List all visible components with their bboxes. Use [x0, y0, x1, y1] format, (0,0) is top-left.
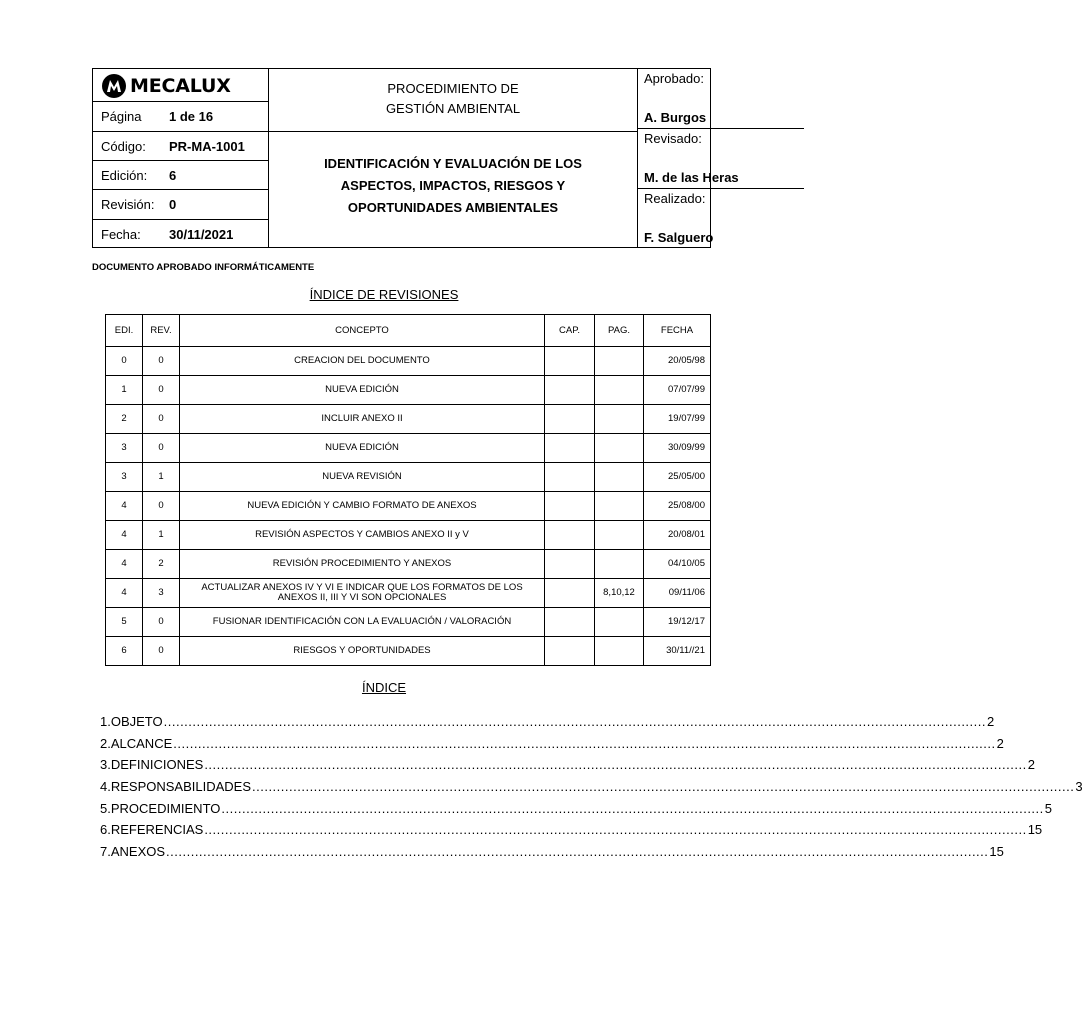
- field-row-date: [93, 220, 268, 248]
- cell-date: 09/11/06: [644, 579, 711, 608]
- index-item-text: RESPONSABILIDADES: [110, 779, 251, 795]
- cell-revision: 0: [143, 434, 180, 463]
- cell-date: 30/11//21: [644, 637, 711, 666]
- cell-page: [595, 376, 644, 405]
- index-item-text: REFERENCIAS: [110, 822, 204, 838]
- cell-date: 25/08/00: [644, 492, 711, 521]
- table-row: [106, 405, 711, 434]
- revisions-table: [105, 314, 711, 666]
- table-row: [106, 550, 711, 579]
- cell-page: [595, 434, 644, 463]
- column-header-date: FECHA: [644, 315, 711, 347]
- procedure-line-1: PROCEDIMIENTO DE: [387, 81, 519, 96]
- cell-chapter: [545, 521, 595, 550]
- index-item-page: 2: [1027, 757, 1035, 773]
- index-item-number: 5.: [100, 800, 111, 816]
- cell-revision: 2: [143, 550, 180, 579]
- cell-concept: RIESGOS Y OPORTUNIDADES: [180, 637, 545, 666]
- table-row: [106, 608, 711, 637]
- cell-chapter: [545, 434, 595, 463]
- cell-chapter: [545, 376, 595, 405]
- table-row: [106, 492, 711, 521]
- cell-chapter: [545, 347, 595, 376]
- field-label: Página: [101, 109, 142, 124]
- document-title-line: OPORTUNIDADES AMBIENTALES: [347, 200, 559, 215]
- cell-page: [595, 463, 644, 492]
- index-item-leader: ........................................................................................................................................................................................................: [252, 779, 1075, 795]
- cell-concept: NUEVA EDICIÓN Y CAMBIO FORMATO DE ANEXOS: [180, 492, 545, 521]
- revisions-index-title: ÍNDICE DE REVISIONES: [309, 287, 459, 302]
- cell-revision: 1: [143, 521, 180, 550]
- approval-person: M. de las Heras: [644, 170, 739, 185]
- index-item-page: 5: [1044, 800, 1053, 816]
- index-title: ÍNDICE: [361, 680, 407, 695]
- cell-revision: 0: [143, 608, 180, 637]
- index-item-leader: ........................................................................................................................................................................................................: [204, 757, 1027, 773]
- document-title: [269, 132, 637, 248]
- document-title-line: ASPECTOS, IMPACTOS, RIESGOS Y: [340, 178, 566, 193]
- index-item-page: 2: [987, 714, 995, 730]
- approval-person: A. Burgos: [644, 110, 707, 125]
- table-row: [106, 347, 711, 376]
- cell-page: [595, 405, 644, 434]
- index-item-page: 3: [1075, 779, 1083, 795]
- index-item-text: DEFINICIONES: [110, 757, 204, 773]
- field-row-code: [93, 132, 268, 161]
- index-item-number: 2.: [100, 735, 111, 751]
- cell-date: 20/05/98: [644, 347, 711, 376]
- index-item-leader: ........................................................................................................................................................................................................: [173, 735, 996, 751]
- cell-edition: 4: [106, 579, 143, 608]
- cell-chapter: [545, 608, 595, 637]
- index-item-text: ALCANCE: [110, 735, 173, 751]
- procedure-name: [269, 69, 637, 132]
- field-label: Edición:: [101, 168, 148, 183]
- field-row-edition: [93, 161, 268, 190]
- cell-revision: 0: [143, 347, 180, 376]
- cell-edition: 1: [106, 376, 143, 405]
- cell-concept: NUEVA EDICIÓN: [180, 376, 545, 405]
- cell-page: [595, 492, 644, 521]
- approval-made: [638, 189, 804, 248]
- cell-edition: 3: [106, 434, 143, 463]
- cell-date: 19/07/99: [644, 405, 711, 434]
- cell-concept: FUSIONAR IDENTIFICACIÓN CON LA EVALUACIÓN / VALORACIÓN: [180, 608, 545, 637]
- column-header-page: PAG.: [595, 315, 644, 347]
- cell-edition: 2: [106, 405, 143, 434]
- approval-approved: [638, 69, 804, 129]
- cell-revision: 0: [143, 405, 180, 434]
- approval-reviewed: [638, 129, 804, 189]
- field-value: 0: [169, 197, 177, 212]
- cell-page: 8,10,12: [595, 579, 644, 608]
- index-item-number: 6.: [100, 822, 111, 838]
- header-approvals-column: [638, 69, 739, 247]
- index-item-leader: ........................................................................................................................................................................................................: [221, 800, 1044, 816]
- cell-concept: INCLUIR ANEXO II: [180, 405, 545, 434]
- company-logo: [101, 73, 231, 99]
- index-item-number: 1.: [100, 714, 111, 730]
- field-value: PR-MA-1001: [169, 139, 245, 154]
- index-item[interactable]: [100, 754, 1035, 776]
- approval-role: Aprobado:: [644, 71, 704, 86]
- table-row: [106, 463, 711, 492]
- cell-concept: REVISIÓN ASPECTOS Y CAMBIOS ANEXO II y V: [180, 521, 545, 550]
- approval-role: Revisado:: [644, 131, 702, 146]
- index-item-leader: ........................................................................................................................................................................................................: [204, 822, 1027, 838]
- cell-concept: REVISIÓN PROCEDIMIENTO Y ANEXOS: [180, 550, 545, 579]
- table-row: [106, 434, 711, 463]
- table-row: [106, 376, 711, 405]
- field-label: Revisión:: [101, 197, 155, 212]
- column-header-concept: CONCEPTO: [180, 315, 545, 347]
- field-row-page: [93, 102, 268, 132]
- cell-revision: 1: [143, 463, 180, 492]
- cell-date: 20/08/01: [644, 521, 711, 550]
- revisions-table-body: [106, 347, 711, 666]
- index-item[interactable]: [100, 733, 1004, 755]
- column-header-revision: REV.: [143, 315, 180, 347]
- cell-page: [595, 347, 644, 376]
- index-item-text: ANEXOS: [110, 843, 166, 859]
- table-of-contents: [100, 711, 1083, 862]
- cell-revision: 0: [143, 492, 180, 521]
- cell-edition: 6: [106, 637, 143, 666]
- cell-chapter: [545, 405, 595, 434]
- table-row: [106, 637, 711, 666]
- document-header: [92, 68, 739, 248]
- cell-edition: 0: [106, 347, 143, 376]
- cell-concept: NUEVA EDICIÓN: [180, 434, 545, 463]
- cell-date: 19/12/17: [644, 608, 711, 637]
- index-item-page: 15: [989, 843, 1004, 859]
- field-value: 6: [169, 168, 177, 183]
- cell-revision: 0: [143, 637, 180, 666]
- logo-text: MECALUX: [130, 75, 231, 97]
- index-item-number: 7.: [100, 843, 111, 859]
- cell-revision: 3: [143, 579, 180, 608]
- index-item-leader: ........................................................................................................................................................................................................: [166, 843, 989, 859]
- index-item-leader: ........................................................................................................................................................................................................: [163, 714, 986, 730]
- column-header-edition: EDI.: [106, 315, 143, 347]
- table-row: [106, 521, 711, 550]
- index-item-number: 4.: [100, 779, 111, 795]
- cell-chapter: [545, 550, 595, 579]
- cell-date: 07/07/99: [644, 376, 711, 405]
- cell-edition: 4: [106, 521, 143, 550]
- field-label: Código:: [101, 139, 146, 154]
- field-value: 1 de 16: [169, 109, 214, 124]
- index-item[interactable]: [100, 797, 1053, 819]
- approval-role: Realizado:: [644, 191, 706, 206]
- cell-edition: 3: [106, 463, 143, 492]
- field-value: 30/11/2021: [169, 227, 234, 242]
- cell-edition: 4: [106, 492, 143, 521]
- cell-page: [595, 637, 644, 666]
- document-approved-note: DOCUMENTO APROBADO INFORMÁTICAMENTE: [92, 262, 315, 273]
- logo-row: [93, 69, 268, 102]
- header-title-column: [269, 69, 638, 247]
- approval-person: F. Salguero: [644, 230, 714, 245]
- cell-concept: NUEVA REVISIÓN: [180, 463, 545, 492]
- cell-concept: CREACION DEL DOCUMENTO: [180, 347, 545, 376]
- index-item[interactable]: [100, 841, 1004, 863]
- cell-chapter: [545, 492, 595, 521]
- index-item-page: 15: [1027, 822, 1043, 838]
- cell-date: 30/09/99: [644, 434, 711, 463]
- mecalux-logo-icon: [101, 73, 127, 99]
- index-item[interactable]: [100, 776, 1083, 798]
- cell-date: 25/05/00: [644, 463, 711, 492]
- cell-chapter: [545, 579, 595, 608]
- field-row-revision: [93, 190, 268, 220]
- cell-revision: 0: [143, 376, 180, 405]
- document-title-line: IDENTIFICACIÓN Y EVALUACIÓN DE LOS: [324, 156, 582, 171]
- index-item-text: OBJETO: [110, 714, 163, 730]
- header-info-column: [93, 69, 269, 247]
- procedure-line-2: GESTIÓN AMBIENTAL: [385, 101, 521, 116]
- cell-edition: 4: [106, 550, 143, 579]
- cell-chapter: [545, 637, 595, 666]
- index-item-number: 3.: [100, 757, 111, 773]
- field-label: Fecha:: [101, 227, 141, 242]
- index-item[interactable]: [100, 711, 995, 733]
- cell-page: [595, 550, 644, 579]
- cell-concept: ACTUALIZAR ANEXOS IV Y VI E INDICAR QUE LOS FORMATOS DE LOS ANEXOS II, III Y VI SON OPCIONALES: [180, 579, 545, 608]
- table-header-row: [106, 315, 711, 347]
- index-item-page: 2: [996, 735, 1004, 751]
- cell-page: [595, 608, 644, 637]
- cell-edition: 5: [106, 608, 143, 637]
- cell-page: [595, 521, 644, 550]
- cell-date: 04/10/05: [644, 550, 711, 579]
- cell-chapter: [545, 463, 595, 492]
- index-item-text: PROCEDIMIENTO: [110, 800, 221, 816]
- column-header-chapter: CAP.: [545, 315, 595, 347]
- table-row: [106, 579, 711, 608]
- index-item[interactable]: [100, 819, 1043, 841]
